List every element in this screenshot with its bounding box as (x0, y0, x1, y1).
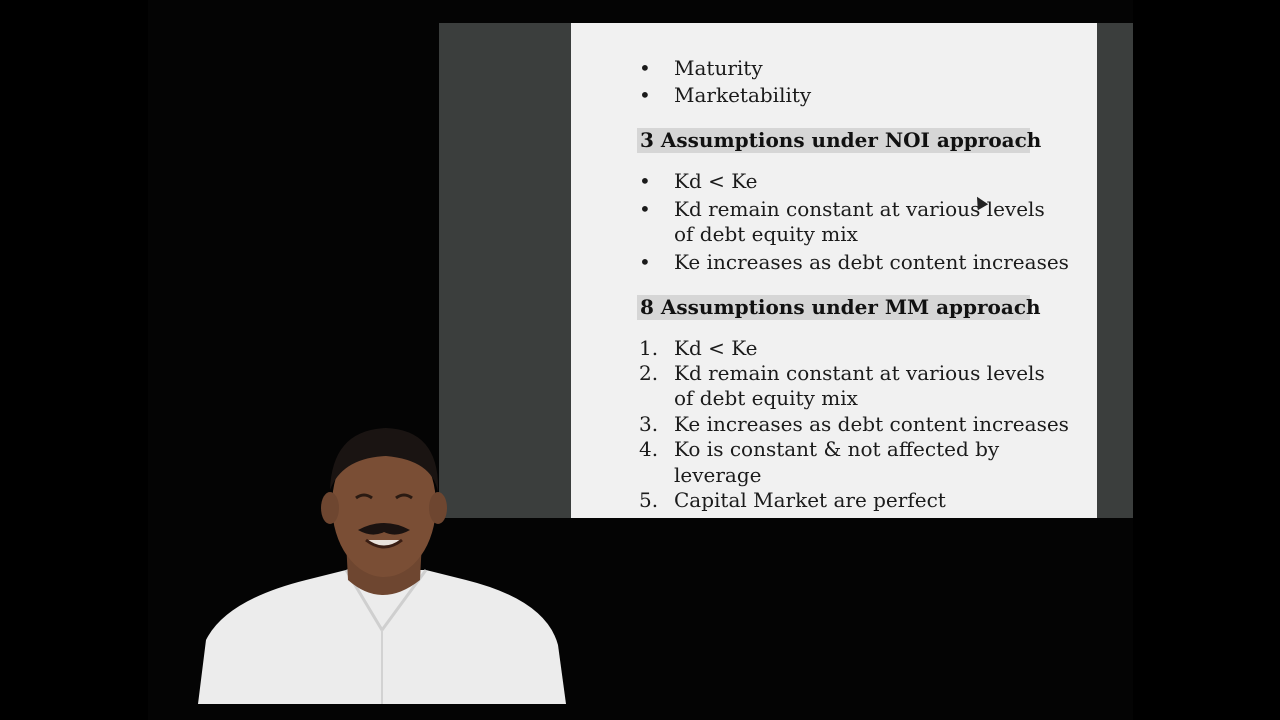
slide-page (571, 23, 1097, 518)
mm-item-number: 2. (639, 361, 659, 385)
bullet-dot: • (639, 56, 651, 80)
mm-item-5: Capital Market are perfect (674, 488, 946, 512)
mm-item-3: Ke increases as debt content increases (674, 412, 1069, 436)
noi-bullet-1: Kd < Ke (674, 169, 758, 193)
mm-item-number: 3. (639, 412, 659, 436)
noi-bullet-3: Ke increases as debt content increases (674, 250, 1069, 274)
noi-heading: 3 Assumptions under NOI approach (640, 128, 1042, 152)
mm-item-4-line1: Ko is constant & not affected by (674, 437, 1000, 461)
mm-item-number: 1. (639, 336, 659, 360)
bullet-marketability: Marketability (674, 83, 812, 107)
bullet-maturity: Maturity (674, 56, 763, 80)
mm-item-number: 4. (639, 437, 659, 461)
presenter-webcam-feed (196, 420, 568, 704)
mm-item-number: 5. (639, 488, 659, 512)
bullet-dot: • (639, 169, 651, 193)
mm-item-4-line2: leverage (674, 463, 762, 487)
bullet-dot: • (639, 83, 651, 107)
bullet-dot: • (639, 197, 651, 221)
noi-bullet-2-line1: Kd remain constant at various levels (674, 197, 1045, 221)
mm-item-1: Kd < Ke (674, 336, 758, 360)
bullet-dot: • (639, 250, 651, 274)
mm-item-2-line1: Kd remain constant at various levels (674, 361, 1045, 385)
mm-heading: 8 Assumptions under MM approach (640, 295, 1041, 319)
mm-item-2-line2: of debt equity mix (674, 386, 858, 410)
noi-bullet-2-line2: of debt equity mix (674, 222, 858, 246)
